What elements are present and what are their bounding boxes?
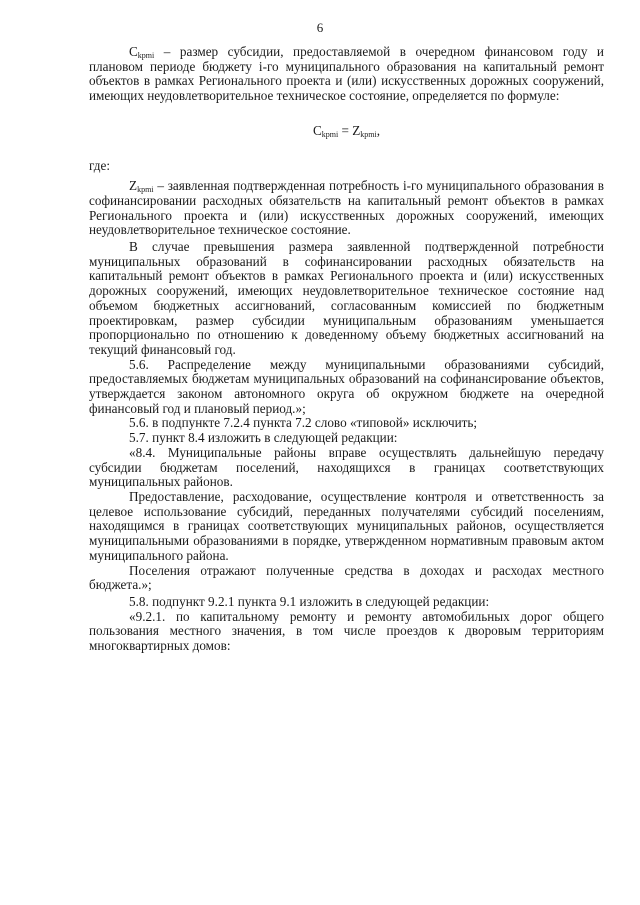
paragraph-5-7: 5.7. пункт 8.4 изложить в следующей редакции: [129, 430, 398, 446]
paragraph-5-6-amendment: 5.6. в подпункте 7.2.4 пункта 7.2 слово «типовой» исключить; [129, 415, 478, 431]
paragraph-9-2-1: «9.2.1. по капитальному ремонту и ремонту автомобильных дорог общего пользования местного значения, в том числе проездов к дворовым территориям многоквартирных домов: [89, 608, 604, 654]
paragraph-subsidy-definition: $C_{kpmi}$ – размер субсидии, предоставляемой в очередном финансовом году и плановом периоде бюджету i-го муниципального образования на капитальный ремонт объектов в рамках Регионального проекта и (или) искусственных дорожных сооружений, имеющих неудовлетворительное техническое состояние, определяется по формуле: [89, 44, 604, 104]
variable-c: $C_{kpmi}$ [129, 44, 155, 60]
paragraph-settlements: Поселения отражают полученные средства в доходах и расходах местного бюджета.»; [89, 562, 604, 593]
paragraph-provision-control: Предоставление, расходование, осуществление контроля и ответственность за целевое использование субсидий, переданных получателями субсидий поселениям, находящимся в границах соответствующих муниципальных районов, осуществляется муниципальными образованиями в порядке, утвержденном нормативным правовым актом муниципального района. [89, 488, 604, 563]
document-body [89, 45, 604, 654]
paragraph-8-4: «8.4. Муниципальные районы вправе осуществлять дальнейшую передачу субсидии бюджетам поселений, находящихся в границах соответствующих муниципальных районов. [89, 444, 604, 490]
paragraph-excess-case: В случае превышения размера заявленной подтвержденной потребности муниципальных образований в софинансировании расходных обязательств на капитальный ремонт объектов в рамках Регионального проекта и (или) искусственных дорожных сооружений, имеющих неудовлетворительное техническое состояние над объемом бюджетных ассигнований, согласованным комиссией по бюджетным проектировкам, размер субсидии муниципальным образованиям уменьшается пропорционально по отношению к доведенному объему бюджетных ассигнований на текущий финансовый год. [89, 239, 604, 357]
paragraph-demand-definition: $Z_{kpmi}$ – заявленная подтвержденная потребность i-го муниципального образования в софинансировании расходных обязательств на капитальный ремонт объектов в рамках Регионального проекта и (или) искусственных дорожных сооружений, имеющих неудовлетворительное техническое состояние. [89, 178, 604, 238]
variable-z: $Z_{kpmi}$ [129, 178, 154, 195]
formula: $C_{kpmi} = Z_{kpmi}$, [312, 122, 381, 139]
page-number: 6 [316, 20, 324, 35]
paragraph-5-6-distribution: 5.6. Распределение между муниципальными образованиями субсидий, предоставляемых бюджетам муниципальных образований на софинансирование объектов, утверждается законом автономного округа об окружном бюджете на очередной финансовый год и плановый период.»; [89, 356, 604, 416]
paragraph-5-8: 5.8. подпункт 9.2.1 пункта 9.1 изложить в следующей редакции: [129, 593, 490, 609]
where-label: где: [89, 157, 110, 173]
